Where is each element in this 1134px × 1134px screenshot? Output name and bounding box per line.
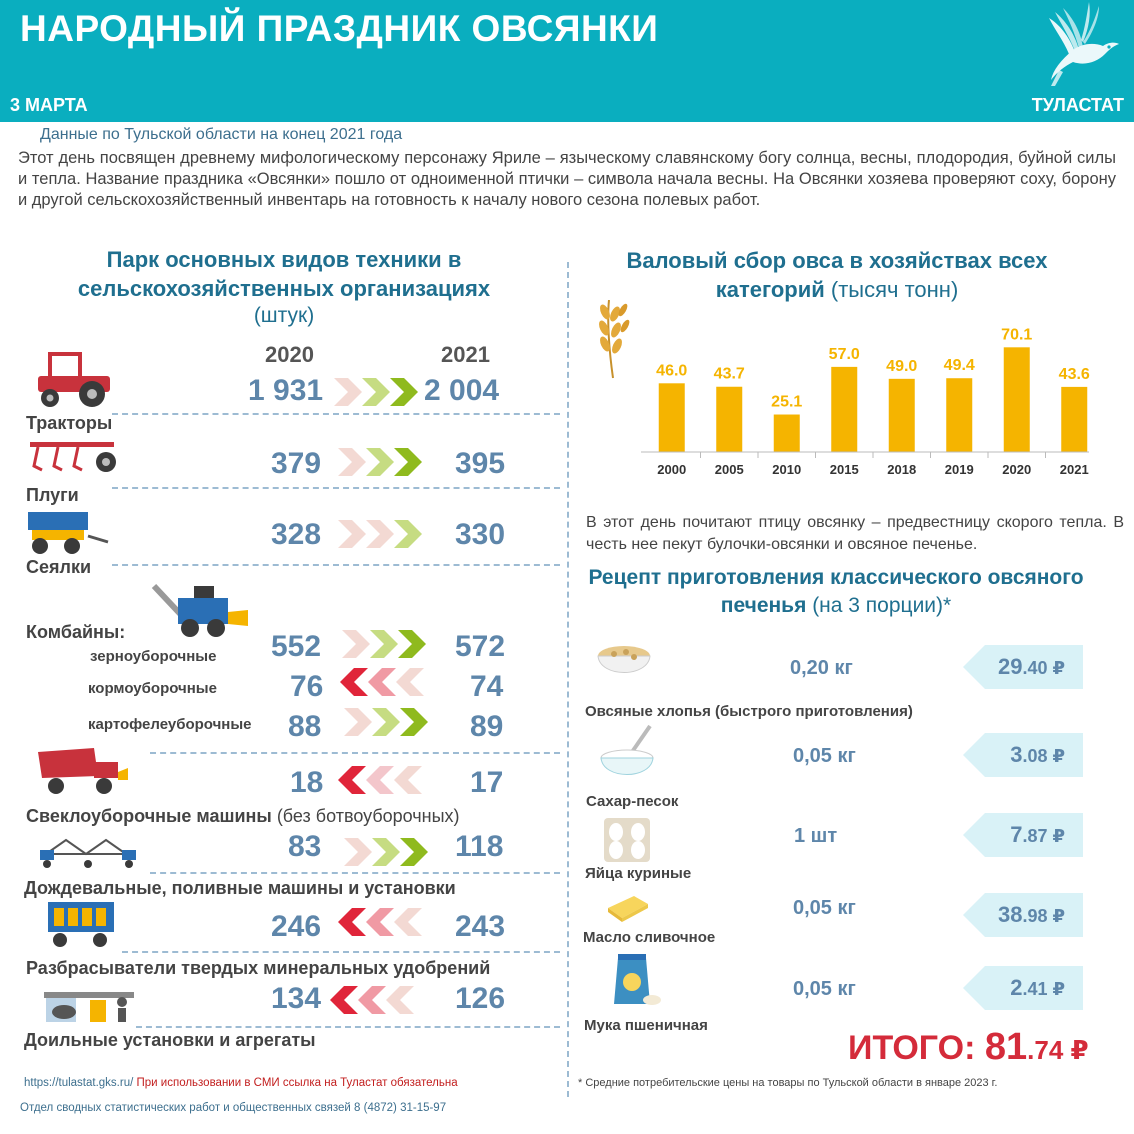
- oats-x-tick-2019: 2019: [944, 462, 974, 477]
- ingredient-butter-price-cents: .98 ₽: [1022, 906, 1065, 926]
- tractors-2021-value: 2 004: [424, 374, 500, 407]
- ingredient-sugar-price-main: 3: [1010, 742, 1023, 767]
- oats-x-tick-2010: 2010: [772, 462, 802, 477]
- spreader-2020-value: 246: [271, 910, 322, 943]
- irrigation-2021-value: 118: [455, 830, 504, 863]
- ingredient-oats-price-main: 29: [997, 654, 1023, 679]
- trend-down-arrows-icon: [330, 986, 414, 1014]
- ingredient-oats-name: Овсяные хлопья (быстрого приготовления): [585, 703, 913, 720]
- flour-icon: [610, 950, 662, 1008]
- irrigation-2020-value: 83: [288, 830, 322, 863]
- oats-bar-2018: [889, 379, 915, 452]
- ingredient-oats-price-cents: .40 ₽: [1022, 658, 1065, 678]
- intro-paragraph: Этот день посвящен древнему мифологическому персонажу Яриле – языческому славянскому богу солнца, весны, плодородия, буйной силы и тепла. Название праздника «Овсянки» пошло от одноименной птички – символа начала весны. На Овсянки хозяева проверяют соху, борону и другой сельскохозяйственный инвентарь на готовность к началу нового сезона полевых работ.: [18, 149, 1116, 209]
- row-separator: [150, 752, 560, 754]
- oats-bar-label-2021: 43.6: [1058, 365, 1090, 383]
- oats-x-tick-2018: 2018: [887, 462, 917, 477]
- tractors-2020-value: 1 931: [248, 374, 324, 407]
- butter-icon: [602, 892, 652, 924]
- oats-x-tick-2000: 2000: [657, 462, 687, 477]
- oats-bar-2000: [659, 383, 685, 452]
- machinery-units: (штук): [253, 304, 315, 327]
- forage-combines-label: кормоуборочные: [88, 680, 217, 697]
- seeder-icon: [24, 508, 110, 556]
- grain-combines-2021-value: 572: [455, 630, 506, 663]
- ingredient-butter-qty: 0,05 кг: [793, 897, 856, 919]
- row-separator: [150, 872, 560, 874]
- total-label: ИТОГО:: [848, 1029, 976, 1067]
- oats-bar-label-2019: 49.4: [943, 357, 975, 375]
- total-main: 81: [984, 1026, 1028, 1068]
- page-title: НАРОДНЫЙ ПРАЗДНИК ОВСЯНКИ: [20, 8, 659, 49]
- oats-bar-label-2015: 57.0: [828, 345, 860, 363]
- ingredient-eggs-qty: 1 шт: [794, 825, 838, 847]
- ingredient-eggs-price-cents: .87 ₽: [1022, 826, 1065, 846]
- trend-down-arrows-icon: [338, 766, 422, 794]
- ingredient-eggs-price-tag: [963, 813, 1083, 857]
- recipe-total: [848, 1026, 1089, 1069]
- footer-source: [24, 1077, 458, 1089]
- trend-up-arrows-icon: [344, 708, 428, 736]
- ingredient-sugar-qty: 0,05 кг: [793, 745, 856, 767]
- trend-down-arrows-icon: [338, 908, 422, 936]
- ingredient-eggs-name: Яйца куриные: [585, 865, 692, 882]
- oats-x-tick-2005: 2005: [714, 462, 744, 477]
- brand-name: ТУЛАСТАТ: [1031, 95, 1124, 115]
- ingredient-eggs-price-main: 7: [1010, 822, 1023, 847]
- milking-2021-value: 126: [455, 982, 506, 1015]
- oats-bar-label-2005: 43.7: [713, 365, 745, 383]
- beet-2020-value: 18: [290, 766, 324, 799]
- year-2021-header: 2021: [441, 342, 490, 367]
- potato-combines-label: картофелеуборочные: [88, 716, 252, 733]
- source-link[interactable]: https://tulastat.gks.ru/: [24, 1077, 134, 1089]
- oats-x-tick-2021: 2021: [1059, 462, 1089, 477]
- plows-label: Плуги: [26, 485, 79, 505]
- oats-bar-label-2000: 46.0: [656, 362, 688, 380]
- recipe-title: Рецепт приготовления классического овсяного печенья (на 3 порции)*: [588, 566, 1084, 617]
- machinery-title: Парк основных видов техники в сельскохозяйственных организациях: [77, 247, 491, 301]
- beet-label-note: (без ботвоуборочных): [276, 806, 460, 826]
- year-2020-header: 2020: [265, 342, 314, 367]
- trend-up-arrows-icon: [342, 630, 426, 658]
- oat-bird-note: В этот день почитают птицу овсянку – предвестницу скорого тепла. В честь нее пекут булочки-овсянки и овсяное печенье.: [586, 514, 1124, 553]
- ingredient-sugar-name: Сахар-песок: [586, 793, 679, 810]
- tractors-label: Тракторы: [26, 413, 113, 433]
- trend-up-arrows-icon: [344, 838, 428, 866]
- ingredient-flour-price-tag: [963, 966, 1083, 1010]
- row-separator: [112, 413, 560, 415]
- milking-2020-value: 134: [271, 982, 322, 1015]
- plows-2020-value: 379: [271, 447, 322, 480]
- row-separator: [112, 487, 560, 489]
- oats-bar-2021: [1061, 387, 1087, 452]
- oats-bar-chart: [585, 300, 1105, 490]
- oats-bar-2015: [831, 367, 857, 452]
- oats-bar-2019: [946, 378, 972, 452]
- beet-2021-value: 17: [470, 766, 504, 799]
- row-separator: [136, 1026, 560, 1028]
- ingredient-flour-name: Мука пшеничная: [584, 1017, 708, 1034]
- recipe-portions-note: (на 3 порции)*: [812, 594, 952, 617]
- oat-bowl-icon: [594, 640, 654, 688]
- irrigation-icon: [36, 834, 140, 870]
- forage-combines-2020-value: 76: [290, 670, 324, 703]
- potato-combines-2021-value: 89: [470, 710, 504, 743]
- irrigation-label: Дождевальные, поливные машины и установки: [24, 878, 456, 898]
- oats-bar-2005: [716, 387, 742, 452]
- potato-combines-2020-value: 88: [288, 710, 322, 743]
- oats-x-tick-2020: 2020: [1002, 462, 1032, 477]
- trend-up-arrows-icon: [338, 520, 422, 548]
- combines-label: Комбайны:: [26, 622, 126, 642]
- plows-2021-value: 395: [455, 447, 506, 480]
- trend-up-arrows-icon: [334, 378, 418, 406]
- trend-up-arrows-icon: [338, 448, 422, 476]
- ingredient-sugar-price-tag: [963, 733, 1083, 777]
- row-separator: [112, 564, 560, 566]
- row-separator: [122, 951, 560, 953]
- oats-bar-label-2020: 70.1: [1001, 326, 1033, 344]
- eggs-icon: [602, 816, 652, 864]
- seeders-2021-value: 330: [455, 518, 506, 551]
- ingredient-flour-price-cents: .41 ₽: [1022, 979, 1065, 999]
- media-warning: При использовании в СМИ ссылка на Туластат обязательна: [136, 1077, 458, 1089]
- spreader-2021-value: 243: [455, 910, 506, 943]
- trend-down-arrows-icon: [340, 668, 424, 696]
- ingredient-butter-price-tag: [963, 893, 1083, 937]
- ingredient-sugar-price-cents: .08 ₽: [1022, 746, 1065, 766]
- sugar-bowl-icon: [598, 722, 656, 784]
- header-banner: [0, 0, 1134, 122]
- tractor-icon: [30, 350, 112, 410]
- spreader-label: Разбрасыватели твердых минеральных удобрений: [26, 958, 491, 978]
- beet-label: Свеклоуборочные машины (без ботвоуборочных): [26, 806, 460, 826]
- data-scope-note: Данные по Тульской области на конец 2021 года: [40, 126, 403, 143]
- ingredient-oats-qty: 0,20 кг: [790, 657, 853, 679]
- ingredient-flour-qty: 0,05 кг: [793, 978, 856, 1000]
- footer-department: Отдел сводных статистических работ и общественных связей 8 (4872) 31-15-97: [20, 1102, 447, 1114]
- seeders-label: Сеялки: [26, 557, 92, 577]
- oats-bar-2010: [774, 415, 800, 452]
- column-divider: [567, 262, 569, 1097]
- oats-bar-2020: [1004, 347, 1030, 452]
- ingredient-butter-name: Масло сливочное: [583, 929, 716, 946]
- grain-combines-label: зерноуборочные: [90, 648, 217, 665]
- bird-logo-icon: [1029, 0, 1124, 88]
- combine-icon: [150, 582, 250, 640]
- ingredient-butter-price-main: 38: [997, 902, 1023, 927]
- oats-chart-units: (тысяч тонн): [830, 277, 959, 302]
- beet-harvester-icon: [34, 744, 130, 796]
- oats-x-tick-2015: 2015: [829, 462, 859, 477]
- oats-bar-label-2018: 49.0: [886, 357, 918, 375]
- plow-icon: [26, 436, 122, 480]
- ingredient-oats-price-tag: [963, 645, 1083, 689]
- forage-combines-2021-value: 74: [470, 670, 504, 703]
- seeders-2020-value: 328: [271, 518, 322, 551]
- milking-label: Доильные установки и агрегаты: [24, 1030, 316, 1050]
- total-cents: .74 ₽: [1027, 1035, 1089, 1065]
- grain-combines-2020-value: 552: [271, 630, 322, 663]
- oats-chart-title: Валовый сбор овса в хозяйствах всех категорий (тысяч тонн): [626, 248, 1048, 302]
- price-footnote: * Средние потребительские цены на товары по Тульской области в январе 2023 г.: [578, 1077, 998, 1089]
- wheat-icon: [597, 300, 631, 378]
- holiday-date: 3 МАРТА: [10, 95, 88, 115]
- oats-bar-label-2010: 25.1: [771, 393, 803, 411]
- ingredient-flour-price-main: 2: [1010, 975, 1023, 1000]
- spreader-icon: [44, 898, 120, 950]
- milking-icon: [42, 990, 136, 1026]
